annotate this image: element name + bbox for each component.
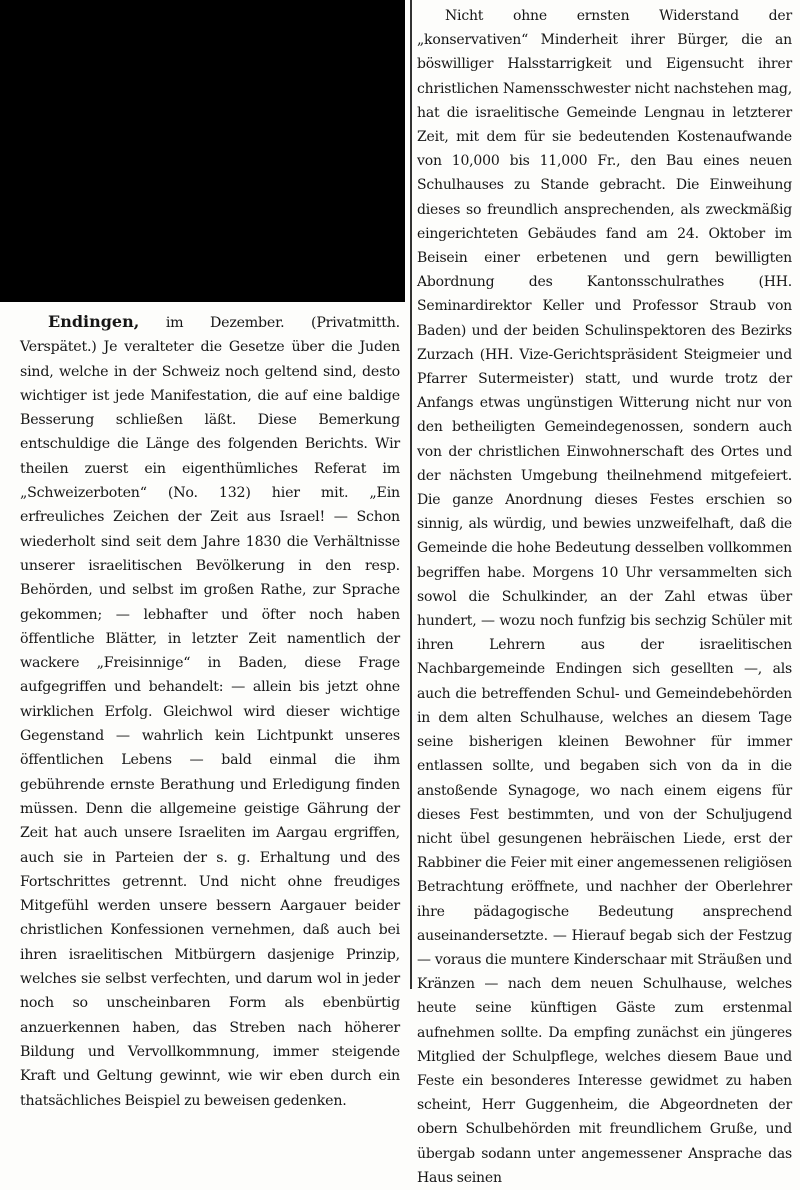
left-body-text: im Dezember. (Privatmitth. Verspätet.) Je veralteter die Gesetze über die Juden sind, welche in der Schweiz noch geltend sind, desto wichtiger ist jede Manifestation, die auf eine baldige Besserung schließen läßt. Diese Bemerkung entschuldige die Länge des folgenden Berichts. Wir theilen zuerst ein eigenthümliches Referat im „Schweizerboten“ (No. 132) hier mit. „Ein erfreuliches Zeichen der Zeit aus Israel! — Schon wiederholt sind seit dem Jahre 1830 die Verhältnisse unserer israelitischen Bevölkerung in den resp. Behörden, und selbst im großen Rathe, zur Sprache gekommen; — lebhafter und öfter noch haben öffentliche Blätter, in letzter Zeit namentlich der wackere „Freisinnige“ in Baden, diese Frage aufgegriffen und behandelt: — allein bis jetzt ohne wirklichen Erfolg. Gleichwol wird dieser wichtige Gegenstand — wahrlich kein Lichtpunkt unseres öffentlichen Lebens — bald einmal die ihm gebührende ernste Berathung und Erledigung finden müssen. Denn die allgemeine geistige Gährung der Zeit hat auch unsere Israeliten im Aargau ergriffen, auch sie in Parteien der s. g. Erhaltung und des Fortschrittes getrennt. Und nicht ohne freudiges Mitgefühl werden unsere bessern Aargauer beider christlichen Konfessionen vernehmen, daß auch bei ihren israelitischen Mitbürgern dasjenige Prinzip, welches sie selbst verfechten, und darum wol in jeder noch so unscheinbaren Form als ebenbürtig anzuerkennen haben, das Streben nach höherer Bildung und Vervollkommnung, immer steigende Kraft und Geltung gewinnt, wie wir eben durch ein thatsächliches Beispiel zu beweisen gedenken. xyxy=(20,315,400,1109)
place-heading: Endingen, xyxy=(48,312,140,331)
right-column xyxy=(417,4,792,1186)
right-paragraph: Nicht ohne ernsten Widerstand der „konservativen“ Minderheit ihrer Bürger, die an böswilliger Halsstarrigkeit und Eigensucht ihrer christlichen Namensschwester nicht nachstehen mag, hat die israelitische Gemeinde Lengnau in letzterer Zeit, mit dem für sie bedeutenden Kostenaufwande von 10,000 bis 11,000 Fr., den Bau eines neuen Schulhauses zu Stande gebracht. Die Einweihung dieses so freundlich ansprechenden, als zweckmäßig eingerichteten Gebäudes fand am 24. Oktober im Beisein einer erbetenen und gern bewilligten Abordnung des Kantonsschulrathes (HH. Seminardirektor Keller und Professor Straub von Baden) und der beiden Schulinspektoren des Bezirks Zurzach (HH. Vize-Gerichtspräsident Steigmeier und Pfarrer Sutermeister) statt, und wurde trotz der Anfangs etwas ungünstigen Witterung nicht nur von den betheiligten Gemeindegenossen, sondern auch von der christlichen Einwohnerschaft des Ortes und der nächsten Umgebung theilnehmend mitgefeiert. Die ganze Anordnung dieses Festes erschien so sinnig, als würdig, und bewies unzweifelhaft, daß die Gemeinde die hohe Bedeutung desselben vollkommen begriffen habe. Morgens 10 Uhr versammelten sich sowol die Schulkinder, an der Zahl etwas über hundert, — wozu noch funfzig bis sechzig Schüler mit ihren Lehrern aus der israelitischen Nachbargemeinde Endingen sich gesellten —, als auch die betreffenden Schul- und Gemeindebehörden in dem alten Schulhause, welches an diesem Tage seine bisherigen kleinen Bewohner für immer entlassen sollte, und begaben sich von da in die anstoßende Synagoge, wo nach einem eigens für dieses Fest bestimmten, und von der Schuljugend nicht übel gesungenen hebräischen Liede, erst der Rabbiner die Feier mit einer angemessenen religiösen Betrachtung eröffnete, und nachher der Oberlehrer ihre pädagogische Bedeutung ansprechend auseinandersetzte. — Hierauf begab sich der Festzug — voraus die muntere Kinderschaar mit Sträußen und Kränzen — nach dem neuen Schulhause, welches heute seine künftigen Gäste zum erstenmal aufnehmen sollte. Da empfing zunächst ein jüngeres Mitglied der Schulpflege, welches diesem Baue und Feste ein besonderes Interesse gewidmet zu haben scheint, Herr Guggenheim, die Abgeordneten der obern Schulbehörden mit freundlichem Gruße, und übergab sodann unter angemessener Ansprache das Haus seinen xyxy=(417,8,792,1186)
column-divider xyxy=(410,0,412,989)
left-paragraph xyxy=(20,310,400,1113)
left-column xyxy=(20,310,400,1109)
redacted-black-block xyxy=(0,0,405,302)
